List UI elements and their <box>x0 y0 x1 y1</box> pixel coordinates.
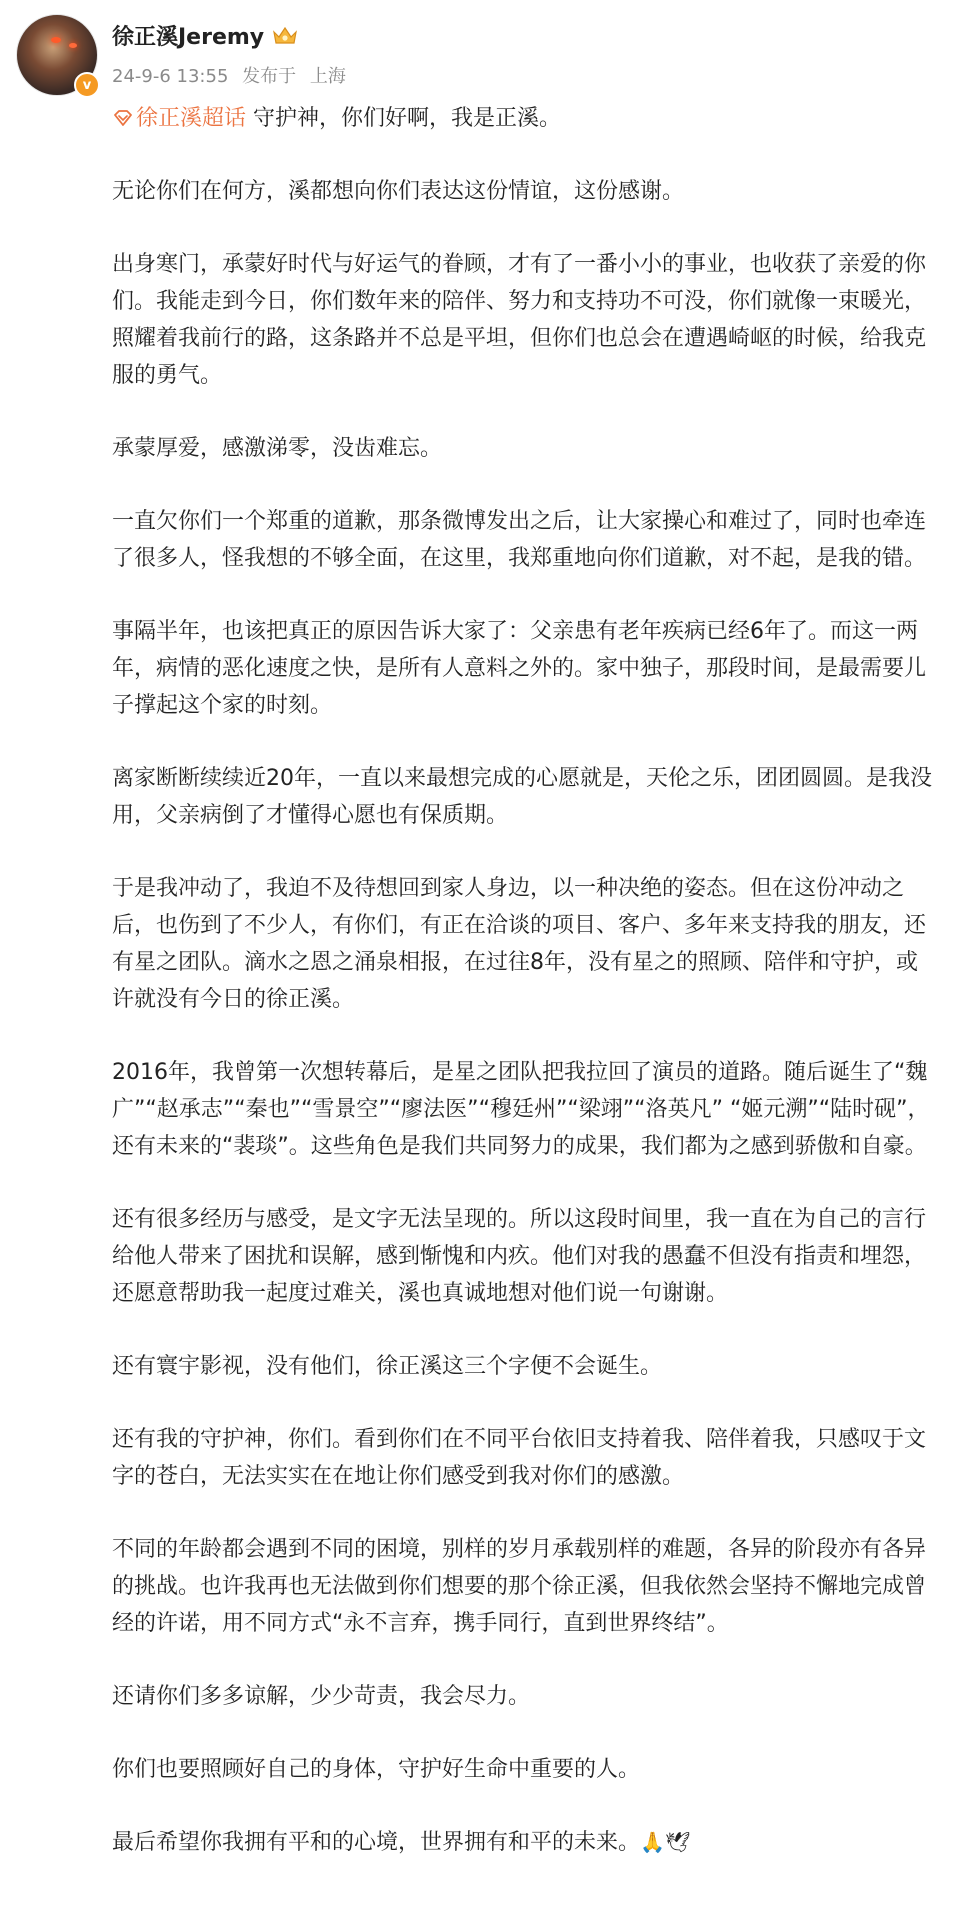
opening-text: 守护神，你们好啊，我是正溪。 <box>246 106 562 131</box>
username[interactable]: 徐正溪Jeremy <box>112 25 265 50</box>
post-paragraph: 无论你们在何方，溪都想向你们表达这份情谊，这份感谢。 <box>112 179 685 204</box>
verified-badge-icon: v <box>74 72 100 98</box>
avatar-detail <box>69 43 77 48</box>
post-paragraph: 2016年，我曾第一次想转幕后，是星之团队把我拉回了演员的道路。随后诞生了“魏广”“赵承志”“秦也”“雪景空”“廖法医”“穆廷州”“梁翊”“洛英凡” “姬元溯”“陆时砚”，还有未来的“裴琰”。这些角色是我们共同努力的成果，我们都为之感到骄傲和自豪。 <box>112 1060 930 1159</box>
location: 上海 <box>309 66 346 87</box>
timestamp: 24-9-6 13:55 <box>112 66 229 87</box>
post-paragraph: 出身寒门，承蒙好时代与好运气的眷顾，才有了一番小小的事业，也收获了亲爱的你们。我能走到今日，你们数年来的陪伴、努力和支持功不可没，你们就像一束暖光，照耀着我前行的路，这条路并不总是平坦，但你们也总会在遭遇崎岖的时候，给我克服的勇气。 <box>112 252 927 388</box>
post-paragraph: 还有我的守护神，你们。看到你们在不同平台依旧支持着我、陪伴着我，只感叹于文字的苍白，无法实实在在地让你们感受到我对你们的感激。 <box>112 1427 927 1489</box>
post-paragraph: 不同的年龄都会遇到不同的困境，别样的岁月承载别样的难题，各异的阶段亦有各异的挑战。也许我再也无法做到你们想要的那个徐正溪，但我依然会坚持不懈地完成曾经的许诺，用不同方式“永不言弃，携手同行，直到世界终结”。 <box>112 1537 927 1636</box>
post-paragraph: 还有很多经历与感受，是文字无法呈现的。所以这段时间里，我一直在为自己的言行给他人带来了困扰和误解，感到惭愧和内疚。他们对我的愚蠢不但没有指责和埋怨，还愿意帮助我一起度过难关，溪也真诚地想对他们说一句谢谢。 <box>112 1207 927 1306</box>
post-paragraph: 还请你们多多谅解，少少苛责，我会尽力。 <box>112 1684 531 1709</box>
post-body <box>112 100 932 1897</box>
post-meta <box>112 62 346 88</box>
post-paragraph: 离家断断续续近20年，一直以来最想完成的心愿就是，天伦之乐，团团圆圆。是我没用，父亲病倒了才懂得心愿也有保质期。 <box>112 766 932 828</box>
post-paragraph: 一直欠你们一个郑重的道歉，那条微博发出之后，让大家操心和难过了，同时也牵连了很多人，怪我想的不够全面，在这里，我郑重地向你们道歉，对不起，是我的错。 <box>112 509 927 571</box>
closing-text: 最后希望你我拥有平和的心境，世界拥有和平的未来。 <box>112 1830 641 1855</box>
diamond-icon <box>112 109 134 127</box>
avatar-detail <box>51 37 61 43</box>
super-topic-label[interactable]: 徐正溪超话 <box>136 106 247 131</box>
closing-paragraph <box>112 1824 932 1861</box>
username-row <box>112 20 298 51</box>
post-paragraph: 你们也要照顾好自己的身体，守护好生命中重要的人。 <box>112 1757 641 1782</box>
posted-label: 发布于 <box>242 66 297 87</box>
post-paragraph: 承蒙厚爱，感激涕零，没齿难忘。 <box>112 436 443 461</box>
opening-paragraph <box>112 100 932 137</box>
post-paragraph: 于是我冲动了，我迫不及待想回到家人身边，以一种决绝的姿态。但在这份冲动之后，也伤到了不少人，有你们，有正在洽谈的项目、客户、多年来支持我的朋友，还有星之团队。滴水之恩之涌泉相报，在过往8年，没有星之的照顾、陪伴和守护，或许就没有今日的徐正溪。 <box>112 876 927 1012</box>
post-paragraph: 还有寰宇影视，没有他们，徐正溪这三个字便不会诞生。 <box>112 1354 663 1379</box>
super-topic-link[interactable] <box>112 106 246 131</box>
post-paragraph: 事隔半年，也该把真正的原因告诉大家了：父亲患有老年疾病已经6年了。而这一两年，病情的恶化速度之快，是所有人意料之外的。家中独子，那段时间，是最需要儿子撑起这个家的时刻。 <box>112 619 927 718</box>
pray-dove-emoji-icon: 🙏🕊 <box>640 1830 691 1854</box>
crown-badge-icon[interactable] <box>272 25 298 47</box>
